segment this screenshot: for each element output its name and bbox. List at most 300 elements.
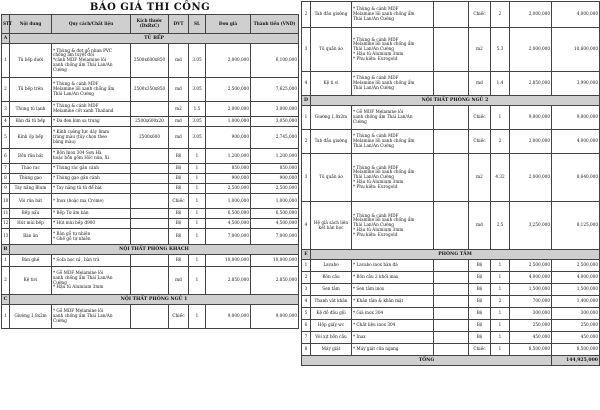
header-spec: Quy cách/Chất liệu xyxy=(52,15,131,34)
row-stt: 9 xyxy=(2,184,10,194)
spec-line: * Đá đen kim sa trung xyxy=(53,118,100,124)
spec-line: * Inox (hoặc ma Crome) xyxy=(53,197,104,203)
row-item-name: Bồn cầu xyxy=(311,272,352,284)
row-qty: 3.05 xyxy=(189,127,206,149)
spec-line: * Thùng & cánh MDF xyxy=(353,36,399,42)
row-qty: 1 xyxy=(491,272,510,284)
row-size xyxy=(434,284,469,296)
spec-line: * Chất liệu inox 304 xyxy=(353,322,396,328)
row-total: 8,500,000 xyxy=(552,344,600,356)
header-qty: SL xyxy=(189,15,206,34)
section-id: C xyxy=(2,295,10,305)
row-size xyxy=(131,164,169,174)
spec-line: * Hậu tủ Alumium 3mm xyxy=(353,226,404,232)
row-price: 2,850,000 xyxy=(206,267,251,295)
spec-line: xanh chống ẩm Thái Lan/An xyxy=(353,114,413,120)
row-unit: md xyxy=(169,78,189,102)
row-qty: 4.32 xyxy=(491,154,510,202)
row-qty: 1 xyxy=(189,174,206,184)
row-price: 6,500,000 xyxy=(206,209,251,219)
row-total: 2,850,000 xyxy=(251,267,299,295)
row-spec xyxy=(52,194,131,209)
row-size: 2500x350x850 xyxy=(131,78,169,102)
row-qty: 1 xyxy=(189,255,206,267)
spec-line: Melamine lõi xanh chống ẩm xyxy=(353,41,415,47)
row-size xyxy=(434,2,469,28)
row-size xyxy=(131,149,169,164)
row-qty: 2 xyxy=(491,130,510,154)
row-stt: 6 xyxy=(302,320,311,332)
section-row xyxy=(2,245,299,255)
row-item-name: Bếp nấu xyxy=(10,209,52,219)
row-spec xyxy=(352,260,434,272)
row-stt: 3 xyxy=(302,154,311,202)
row-size xyxy=(434,130,469,154)
row-total: 9,000,000 xyxy=(251,305,299,329)
table-row xyxy=(302,320,600,332)
row-size xyxy=(131,219,169,229)
row-qty: 1 xyxy=(491,284,510,296)
spec-line: * Hậu tủ Alumium 3mm xyxy=(353,50,404,56)
row-stt: 13 xyxy=(2,229,10,245)
table-row xyxy=(2,78,299,102)
row-stt: 1 xyxy=(2,255,10,267)
row-total: 4,000,000 xyxy=(552,2,600,28)
spec-line: xanh chống ẩm Thái Lan/An xyxy=(53,274,113,280)
total-value: 144,925,000 xyxy=(552,356,600,366)
row-qty: 3.05 xyxy=(189,44,206,78)
row-item-name: Giường 1,8x2m xyxy=(10,305,52,329)
row-stt: 7 xyxy=(2,164,10,174)
spec-line: Cường xyxy=(353,118,367,124)
row-qty: 3.05 xyxy=(189,117,206,127)
quotation-table-right xyxy=(301,1,600,366)
row-price: 4,000,000 xyxy=(510,272,552,284)
row-total: 1,000,000 xyxy=(251,194,299,209)
row-price: 2,850,000 xyxy=(510,72,552,96)
table-row xyxy=(2,267,299,295)
spec-line: Melamine lõi xanh chống ẩm xyxy=(353,169,415,175)
row-total: 10,600,000 xyxy=(552,28,600,72)
spec-line: * Bồn cầu 2 khối inax xyxy=(353,274,399,280)
row-unit: m2 xyxy=(469,154,491,202)
row-qty: 1 xyxy=(189,149,206,164)
row-size xyxy=(434,332,469,344)
row-price: 2,500,000 xyxy=(510,260,552,272)
section-title: NỘI THẤT PHÒNG NGỦ 2 xyxy=(311,96,600,106)
row-total: 6,500,000 xyxy=(251,209,299,219)
row-size xyxy=(434,154,469,202)
row-total: 1,400,000 xyxy=(552,296,600,308)
row-item-name: Tủ bếp dưới xyxy=(10,44,52,78)
row-total: 300,000 xyxy=(552,308,600,320)
row-item-name: Thùng gạo xyxy=(10,174,52,184)
section-row xyxy=(302,250,600,260)
row-stt: 7 xyxy=(302,332,311,344)
row-qty: 1 xyxy=(491,260,510,272)
row-stt: 3 xyxy=(302,28,311,72)
table-row xyxy=(302,332,600,344)
row-stt: 1 xyxy=(2,44,10,78)
row-price: 9,000,000 xyxy=(510,106,552,130)
spec-line: * Hậu tủ Alumium 3mm xyxy=(53,284,104,290)
table-row xyxy=(2,174,299,184)
row-unit: md xyxy=(169,267,189,295)
row-total: 250,000 xyxy=(552,320,600,332)
row-size xyxy=(131,209,169,219)
row-qty: 1 xyxy=(491,320,510,332)
spec-line: * Sen tắm inox xyxy=(353,286,385,292)
spec-line: * Lavabo inox bàn đá xyxy=(353,262,398,268)
section-id: B xyxy=(2,245,10,255)
spec-line: * Gỗ MDF Melamine lõi xyxy=(53,270,104,276)
row-item-name: Kệ tivi xyxy=(10,267,52,295)
row-spec xyxy=(52,102,131,117)
row-total: 2,745,000 xyxy=(251,127,299,149)
row-qty: 1 xyxy=(189,194,206,209)
row-stt: 4 xyxy=(2,117,10,127)
header-price: Đơn giá xyxy=(206,15,251,34)
table-row xyxy=(2,44,299,78)
row-unit: Bộ xyxy=(469,296,491,308)
row-price: 450,000 xyxy=(510,332,552,344)
row-spec xyxy=(52,184,131,194)
row-price: 850,000 xyxy=(206,164,251,174)
table-row xyxy=(2,184,299,194)
row-qty: 2 xyxy=(491,296,510,308)
table-row xyxy=(2,209,299,219)
row-stt: 4 xyxy=(302,296,311,308)
row-size xyxy=(131,102,169,117)
row-total: 850,000 xyxy=(251,164,299,174)
row-stt: 5 xyxy=(2,127,10,149)
spec-line: * Inax xyxy=(353,334,366,340)
spec-line: * Thùng rác gắn cánh xyxy=(53,165,99,171)
row-item-name: Kệ đồ đầu gội xyxy=(311,308,352,320)
row-spec xyxy=(352,202,434,250)
spec-line: * Máy giặt cửa ngang xyxy=(353,346,399,352)
row-total: 4,000,000 xyxy=(552,130,600,154)
spec-line: Thái Lan/An Cường xyxy=(353,46,394,52)
row-item-name: Bàn đá tủ bếp xyxy=(10,117,52,127)
spec-line: * Bàn gỗ tự nhiên xyxy=(53,230,91,236)
row-qty: 1 xyxy=(491,106,510,130)
table-row xyxy=(302,2,600,28)
row-unit: Chiếc xyxy=(469,2,491,28)
table-row xyxy=(302,344,600,356)
row-qty: 3.05 xyxy=(189,78,206,102)
row-item-name: Vòi xịt bồn cầu xyxy=(311,332,352,344)
row-unit: md xyxy=(169,44,189,78)
spec-line: * Phụ kiện: Eurogold xyxy=(353,231,398,237)
row-item-name: Thanh vắt khăn xyxy=(311,296,352,308)
spec-line: Cường xyxy=(53,279,67,285)
row-unit: md xyxy=(469,72,491,96)
row-price: 10,000,000 xyxy=(206,255,251,267)
row-stt: 12 xyxy=(2,219,10,229)
row-item-name: Hệ giá sách liên kết bàn học xyxy=(311,202,352,250)
row-qty: 1 xyxy=(491,344,510,356)
row-stt: 2 xyxy=(2,78,10,102)
spec-line: Cường xyxy=(53,66,67,72)
row-unit: md xyxy=(469,202,491,250)
row-unit: Chiếc xyxy=(169,305,189,329)
row-unit: Bộ xyxy=(469,260,491,272)
row-price: 250,000 xyxy=(510,320,552,332)
spec-line: *cánh MDF Melamine lõi xyxy=(53,57,107,63)
row-item-name: Hút mùi bếp xyxy=(10,219,52,229)
row-total: 8,125,000 xyxy=(552,202,600,250)
row-unit: Chiếc xyxy=(469,344,491,356)
spec-line: * Bếp Từ âm bàn xyxy=(53,210,89,216)
table-row xyxy=(2,305,299,329)
spec-line: Thái Lan/An Cường xyxy=(353,15,394,21)
row-total: 1,500,000 xyxy=(552,284,600,296)
row-unit: md xyxy=(169,117,189,127)
header-stt: STT xyxy=(2,15,10,34)
row-unit: Bộ xyxy=(169,255,189,267)
row-total: 3,990,000 xyxy=(552,72,600,96)
spec-line: Cường xyxy=(53,317,67,323)
table-row xyxy=(302,106,600,130)
row-size xyxy=(131,305,169,329)
row-total: 450,000 xyxy=(552,332,600,344)
row-total: 2,500,000 xyxy=(552,260,600,272)
spec-line: * Giá inox 304 xyxy=(353,310,384,316)
row-size xyxy=(434,28,469,72)
row-unit: Bộ xyxy=(169,164,189,174)
row-spec xyxy=(52,267,131,295)
table-row xyxy=(302,308,600,320)
table-row xyxy=(2,102,299,117)
section-title: TỦ BẾP xyxy=(10,34,299,44)
row-spec xyxy=(52,149,131,164)
table-row xyxy=(302,260,600,272)
total-label: TỔNG xyxy=(302,356,552,366)
spec-line: * Gỗ MDF Melamine lõi xyxy=(53,308,104,314)
spec-line: * Thùng gạo gắn cánh xyxy=(53,175,100,181)
row-price: 1,000,000 xyxy=(206,194,251,209)
row-total: 7,000,000 xyxy=(251,229,299,245)
row-price: 1,500,000 xyxy=(510,284,552,296)
spec-line: * Thùng & cánh MDF xyxy=(53,103,99,109)
spec-line: * Khăn tắm & khăn mặt xyxy=(353,298,404,304)
row-size xyxy=(434,308,469,320)
table-header-row xyxy=(2,15,299,34)
row-unit: Bộ xyxy=(169,149,189,164)
section-row xyxy=(302,96,600,106)
row-unit: Bộ xyxy=(469,272,491,284)
row-price: 2,000,000 xyxy=(510,130,552,154)
row-unit: Bộ xyxy=(469,308,491,320)
spec-line: Thái Lan/An Cường xyxy=(353,84,394,90)
row-total: 8,640,000 xyxy=(552,154,600,202)
table-row xyxy=(302,28,600,72)
row-qty: 2.5 xyxy=(491,202,510,250)
row-price: 3,250,000 xyxy=(510,202,552,250)
row-qty: 1 xyxy=(491,308,510,320)
row-item-name: Lavabo xyxy=(311,260,352,272)
row-spec xyxy=(52,164,131,174)
row-item-name: Kính ốp bếp xyxy=(10,127,52,149)
row-total: 3,050,000 xyxy=(251,117,299,127)
row-qty: 1 xyxy=(189,209,206,219)
spec-line: * Ghế gỗ tự nhiên xyxy=(53,235,91,241)
row-total: 10,000,000 xyxy=(251,255,299,267)
row-spec xyxy=(52,174,131,184)
row-qty: 1 xyxy=(491,332,510,344)
row-qty: 1 xyxy=(189,219,206,229)
row-total: 1,200,000 xyxy=(251,149,299,164)
row-spec xyxy=(52,255,131,267)
row-price: 4,500,000 xyxy=(206,219,251,229)
row-spec xyxy=(352,284,434,296)
row-total: 9,000,000 xyxy=(552,106,600,130)
row-size xyxy=(131,267,169,295)
row-item-name: Bàn ăn xyxy=(10,229,52,245)
row-unit: m2 xyxy=(469,28,491,72)
row-spec xyxy=(52,117,131,127)
row-unit: Bộ xyxy=(169,229,189,245)
row-size xyxy=(131,229,169,245)
header-content: Nội dung xyxy=(10,15,52,34)
table-row xyxy=(302,284,600,296)
row-unit: m2 xyxy=(169,102,189,117)
row-qty: 2 xyxy=(491,2,510,28)
row-unit: Bộ xyxy=(169,219,189,229)
section-id: A xyxy=(2,34,10,44)
spec-line: * Thùng & đợt gỗ nhựa PVC xyxy=(53,47,113,53)
row-item-name: Giường 1,8x2m xyxy=(311,106,352,130)
header-size: Kích thước (DxRxC) xyxy=(131,15,169,34)
table-row xyxy=(302,272,600,284)
row-item-name: Bồn rửa bát xyxy=(10,149,52,164)
row-spec xyxy=(52,209,131,219)
row-spec xyxy=(52,229,131,245)
row-stt: 4 xyxy=(302,72,311,96)
row-spec xyxy=(52,44,131,78)
row-item-name: Kệ ti vi xyxy=(311,72,352,96)
row-price: 700,000 xyxy=(510,296,552,308)
section-title: NỘI THẤT PHÒNG NGỦ 1 xyxy=(10,295,299,305)
row-qty: 1 xyxy=(189,184,206,194)
table-row xyxy=(2,194,299,209)
row-price: 2,000,000 xyxy=(206,102,251,117)
row-total: 4,000,000 xyxy=(552,272,600,284)
row-item-name: Máy giặt xyxy=(311,344,352,356)
spec-line: * Thùng & cánh MDF xyxy=(53,81,99,87)
spec-line: Melamine lõi xanh chống ẩm xyxy=(353,138,415,144)
table-row xyxy=(2,117,299,127)
table-row xyxy=(302,130,600,154)
row-stt: 6 xyxy=(2,149,10,164)
section-id: D xyxy=(302,96,311,106)
row-stt: 2 xyxy=(302,130,311,154)
spec-line: * Hút mùi bếp đ900 xyxy=(53,220,96,226)
row-qty: 1 xyxy=(189,267,206,295)
row-size xyxy=(434,272,469,284)
spec-line: tráng màu (tùy chọn theo xyxy=(53,134,108,140)
row-qty: 1.4 xyxy=(491,72,510,96)
table-row xyxy=(2,149,299,164)
row-spec xyxy=(352,332,434,344)
row-stt: 3 xyxy=(2,102,10,117)
row-stt: 8 xyxy=(302,344,311,356)
row-size xyxy=(131,255,169,267)
row-spec xyxy=(352,130,434,154)
row-stt: 4 xyxy=(302,202,311,250)
row-stt: 10 xyxy=(2,194,10,209)
header-total: Thành tiền (VND) xyxy=(251,15,299,34)
row-unit: Bộ xyxy=(169,209,189,219)
row-stt: 2 xyxy=(302,2,311,28)
row-spec xyxy=(352,154,434,202)
row-stt: 1 xyxy=(2,305,10,329)
spec-line: Melamine cốt xanh Thailand xyxy=(53,108,114,113)
table-row xyxy=(302,154,600,202)
row-item-name: Tay nâng Blum xyxy=(10,184,52,194)
spec-line: Thái Lan/An Cường xyxy=(353,174,394,180)
spec-line: * Sofa bọc nỉ , bàn trà xyxy=(53,257,100,263)
row-item-name: Vòi rửa bát xyxy=(10,194,52,209)
row-size xyxy=(434,260,469,272)
section-title: NỘI THẤT PHÒNG KHÁCH xyxy=(10,245,299,255)
row-price: 1,200,000 xyxy=(206,149,251,164)
row-stt: 3 xyxy=(302,284,311,296)
row-stt: 11 xyxy=(2,209,10,219)
row-price: 300,000 xyxy=(510,308,552,320)
row-item-name: Thùng tủ lạnh xyxy=(10,102,52,117)
row-price: 2,000,000 xyxy=(510,154,552,202)
spec-line: * Gỗ MDF Melamine lõi xyxy=(353,109,404,115)
row-size xyxy=(434,344,469,356)
row-size: 2500x600 xyxy=(131,127,169,149)
row-item-name: Tháo rac xyxy=(10,164,52,174)
row-price: 2,500,000 xyxy=(206,78,251,102)
row-size xyxy=(434,296,469,308)
row-size xyxy=(131,194,169,209)
row-total: 7,625,000 xyxy=(251,78,299,102)
spec-line: * Thùng & cánh MDF xyxy=(353,164,399,170)
row-size xyxy=(434,72,469,96)
row-stt: 1 xyxy=(302,106,311,130)
row-spec xyxy=(352,28,434,72)
row-total: 6,100,000 xyxy=(251,44,299,78)
spec-line: bảng màu) xyxy=(53,138,76,144)
row-total: 2,500,000 xyxy=(251,184,299,194)
spec-line: Melamine lõi xanh chống ẩm xyxy=(353,80,415,86)
row-stt: 2 xyxy=(302,272,311,284)
table-row xyxy=(2,164,299,174)
spec-line: xanh chống ẩm Thái Lan/An xyxy=(53,313,113,319)
row-total: 3,000,000 xyxy=(251,102,299,117)
row-qty: 5.3 xyxy=(491,28,510,72)
spec-line: Melamine lõi xanh chống ẩm xyxy=(53,86,115,92)
row-size: 2500x600x20 xyxy=(131,117,169,127)
row-size xyxy=(434,320,469,332)
table-row xyxy=(302,72,600,96)
row-price: 7,000,000 xyxy=(206,229,251,245)
row-price: 1,000,000 xyxy=(206,117,251,127)
row-item-name: Bàn ghế xyxy=(10,255,52,267)
row-unit: Chiếc xyxy=(169,194,189,209)
table-row xyxy=(2,127,299,149)
row-spec xyxy=(352,2,434,28)
quotation-table-left xyxy=(1,14,299,329)
row-size xyxy=(434,202,469,250)
row-stt: 5 xyxy=(302,308,311,320)
spec-line: Thái Lan/An Cường xyxy=(353,222,394,228)
